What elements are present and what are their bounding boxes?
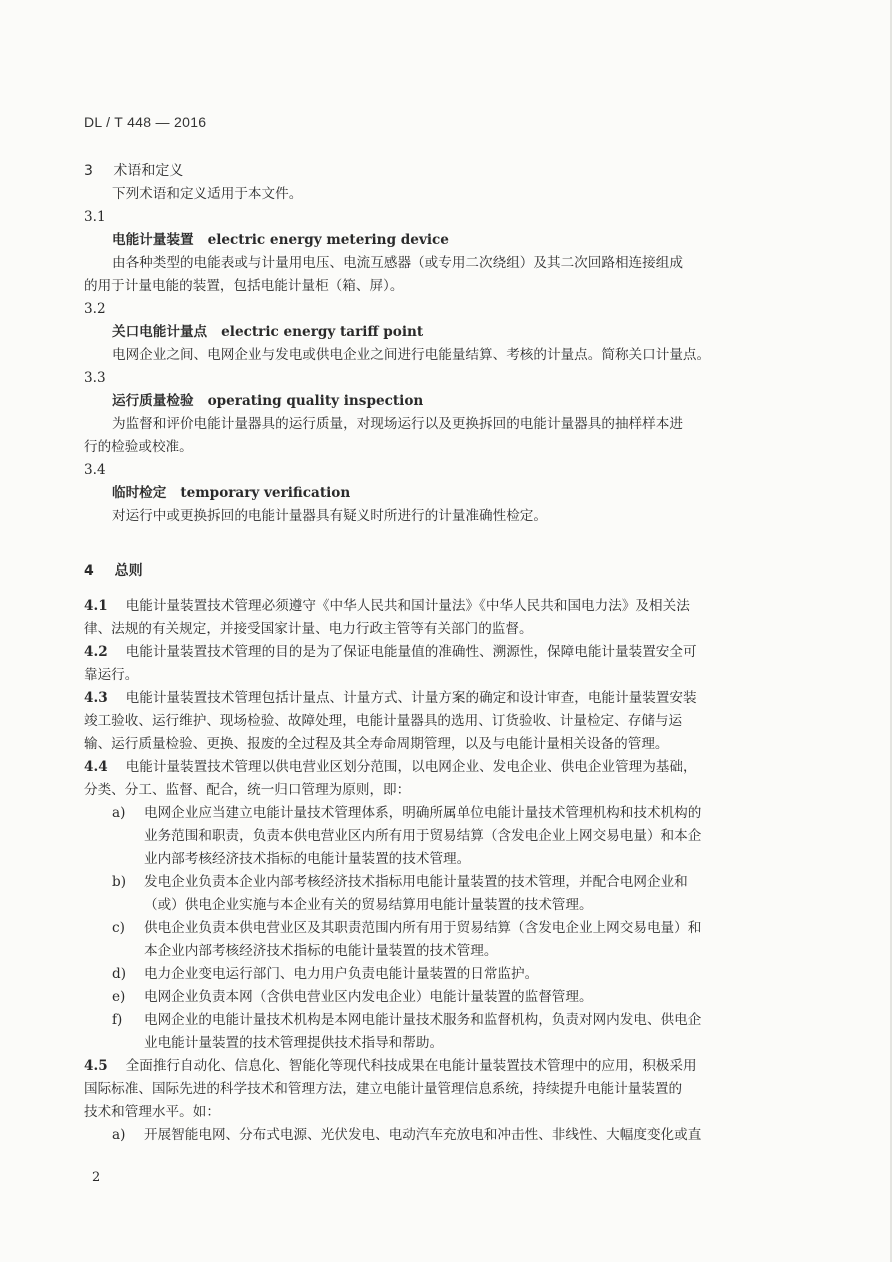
term-en: operating quality inspection: [207, 393, 424, 409]
section-title: 总则: [114, 563, 143, 579]
list-item-label: a): [112, 805, 126, 821]
section-3-heading: [84, 160, 790, 183]
clause-4-1: [84, 595, 790, 641]
list-item-line: 开展智能电网、分布式电源、光伏发电、电动汽车充放电和冲击性、非线性、大幅度变化或直: [144, 1127, 702, 1143]
document-code-header: DL / T 448 — 2016: [84, 114, 207, 130]
list-item-label: c): [112, 920, 125, 936]
term-number: 3.2: [84, 301, 106, 317]
clause-4-5: [84, 1055, 790, 1147]
list-item-label: a): [112, 1127, 126, 1143]
clause-4-3: [84, 687, 790, 756]
term-cn: 关口电能计量点: [112, 324, 208, 340]
term-definition-line: 行的检验或校准。: [84, 439, 193, 455]
list-item-line: 电网企业负责本网（含供电营业区内发电企业）电能计量装置的监督管理。: [144, 989, 593, 1005]
list-item: [84, 963, 790, 986]
list-item-label: e): [112, 989, 126, 1005]
term-definition-line: 对运行中或更换拆回的电能计量器具有疑义时所进行的计量准确性检定。: [112, 508, 547, 524]
list-item-line: 发电企业负责本企业内部考核经济技术指标用电能计量装置的技术管理，并配合电网企业和: [144, 874, 688, 890]
clause-number: 4.2: [84, 644, 108, 660]
clause-line: 电能计量装置技术管理必须遵守《中华人民共和国计量法》《中华人民共和国电力法》及相关法: [125, 598, 690, 614]
clause-line: 技术和管理水平。如：: [84, 1104, 220, 1120]
clause-line: 律、法规的有关规定，并接受国家计量、电力行政主管等有关部门的监督。: [84, 621, 533, 637]
clause-number: 4.5: [84, 1058, 108, 1074]
term-definition-line: 电网企业之间、电网企业与发电或供电企业之间进行电能量结算、考核的计量点。简称关口计量点。: [112, 347, 711, 363]
term-en: temporary verification: [180, 485, 351, 501]
section-number: 3: [84, 163, 93, 179]
section-4: [84, 560, 790, 1147]
term-title: [84, 321, 790, 344]
term-number: 3.4: [84, 462, 106, 478]
list-item-label: d): [112, 966, 127, 982]
clause-number: 4.3: [84, 690, 108, 706]
term-definition-line: 的用于计量电能的装置，包括电能计量柜（箱、屏）。: [84, 278, 404, 294]
clause-line: 分类、分工、监督、配合，统一归口管理为原则，即：: [84, 782, 411, 798]
list-item: [84, 1124, 790, 1147]
clause-4-2: [84, 641, 790, 687]
term-en: electric energy tariff point: [221, 324, 424, 340]
term-cn: 临时检定: [112, 485, 167, 501]
clause-line: 输、运行质量检验、更换、报废的全过程及其全寿命周期管理，以及与电能计量相关设备的管理。: [84, 736, 669, 752]
clause-line: 电能计量装置技术管理以供电营业区划分范围，以电网企业、发电企业、供电企业管理为基础，: [125, 759, 697, 775]
list-item-line: 本企业内部考核经济技术指标的电能计量装置的技术管理。: [144, 943, 498, 959]
list-item-line: 电网企业应当建立电能计量技术管理体系，明确所属单位电能计量技术管理机构和技术机构的: [144, 805, 702, 821]
section-4-heading: [84, 560, 790, 583]
term-cn: 运行质量检验: [112, 393, 194, 409]
clause-number: 4.4: [84, 759, 108, 775]
list-item-label: b): [112, 874, 127, 890]
section-3: [84, 160, 790, 528]
term-number: 3.1: [84, 209, 106, 225]
page-number: 2: [92, 1170, 101, 1185]
term-title: [84, 390, 790, 413]
clause-line: 全面推行自动化、信息化、智能化等现代科技成果在电能计量装置技术管理中的应用，积极采用: [125, 1058, 697, 1074]
list-item-line: 业电能计量装置的技术管理提供技术指导和帮助。: [144, 1035, 444, 1051]
list-item-line: 供电企业负责本供电营业区及其职责范围内所有用于贸易结算（含发电企业上网交易电量）和: [144, 920, 702, 936]
term-definition-line: 由各种类型的电能表或与计量用电压、电流互感器（或专用二次绕组）及其二次回路相连接组成: [112, 255, 683, 271]
list-item-line: （或）供电企业实施与本企业有关的贸易结算用电能计量装置的技术管理。: [144, 897, 593, 913]
list-item: [84, 1009, 790, 1055]
clause-line: 竣工验收、运行维护、现场检验、故障处理，电能计量器具的选用、订货验收、计量检定、存储与运: [84, 713, 683, 729]
list-item-line: 电力企业变电运行部门、电力用户负责电能计量装置的日常监护。: [144, 966, 539, 982]
term-cn: 电能计量装置: [112, 232, 194, 248]
list-item: [84, 986, 790, 1009]
term-number: 3.3: [84, 370, 106, 386]
clause-line: 国际标准、国际先进的科学技术和管理方法，建立电能计量管理信息系统，持续提升电能计量装置的: [84, 1081, 683, 1097]
list-item: [84, 871, 790, 917]
list-item: [84, 917, 790, 963]
clause-line: 靠运行。: [84, 667, 139, 683]
section-intro: 下列术语和定义适用于本文件。: [112, 186, 303, 202]
term-title: [84, 482, 790, 505]
term-title: [84, 229, 790, 252]
term-definition-line: 为监督和评价电能计量器具的运行质量，对现场运行以及更换拆回的电能计量器具的抽样样本进: [112, 416, 683, 432]
list-item-line: 业务范围和职责，负责本供电营业区内所有用于贸易结算（含发电企业上网交易电量）和本企: [144, 828, 702, 844]
list-item: [84, 802, 790, 871]
term-en: electric energy metering device: [207, 232, 449, 248]
clause-line: 电能计量装置技术管理的目的是为了保证电能量值的准确性、溯源性，保障电能计量装置安全可: [125, 644, 697, 660]
list-item-line: 业内部考核经济技术指标的电能计量装置的技术管理。: [144, 851, 471, 867]
list-item-label: f): [112, 1012, 123, 1028]
clause-line: 电能计量装置技术管理包括计量点、计量方式、计量方案的确定和设计审查，电能计量装置安装: [125, 690, 697, 706]
clause-number: 4.1: [84, 598, 108, 614]
list-item-line: 电网企业的电能计量技术机构是本网电能计量技术服务和监督机构，负责对网内发电、供电企: [144, 1012, 702, 1028]
clause-4-4: [84, 756, 790, 1055]
section-number: 4: [84, 563, 94, 579]
section-title: 术语和定义: [113, 163, 184, 179]
